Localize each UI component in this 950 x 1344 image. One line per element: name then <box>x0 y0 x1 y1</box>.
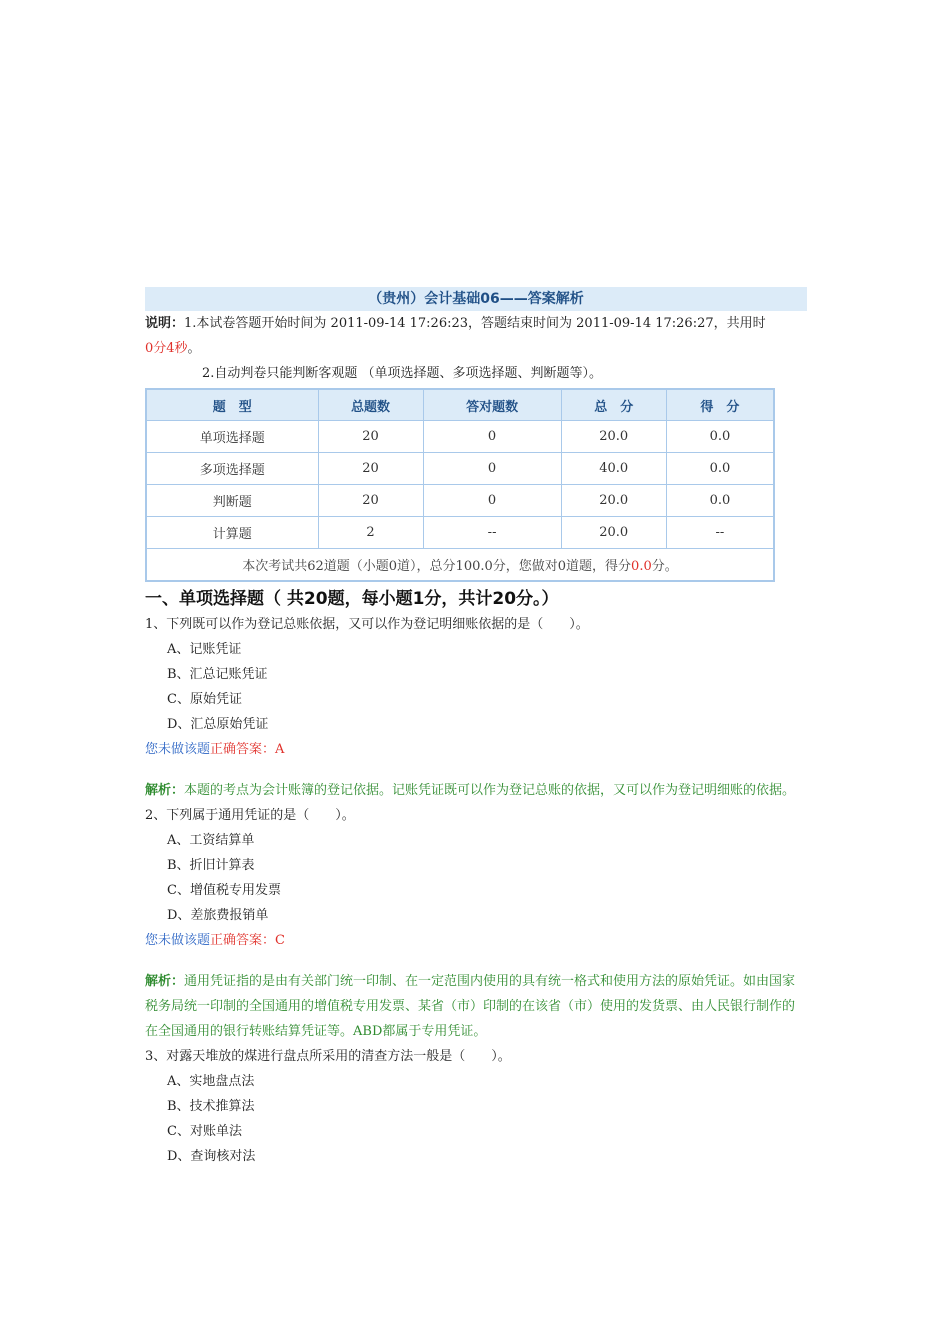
cell: 20.0 <box>561 421 666 453</box>
question-3 <box>145 1044 807 1169</box>
cell: 20 <box>318 421 423 453</box>
cell: 0.0 <box>666 421 774 453</box>
table-row <box>146 421 774 453</box>
answer-status: 您未做该题 <box>145 933 211 948</box>
question-text: 3、对露天堆放的煤进行盘点所采用的清查方法一般是（ ）。 <box>145 1049 511 1064</box>
cell: 20 <box>318 485 423 517</box>
analysis-text: 本题的考点为会计账簿的登记依据。记账凭证既可以作为登记总账的依据，又可以作为登记明细账的依据。 <box>184 783 796 798</box>
section-heading: 一、单项选择题（ 共20题，每小题1分，共计20分。） <box>145 589 559 609</box>
header-type: 题 型 <box>146 389 318 421</box>
cell: 0.0 <box>666 485 774 517</box>
table-row <box>146 517 774 549</box>
table-row <box>146 485 774 517</box>
question-text: 2、下列属于通用凭证的是（ ）。 <box>145 808 355 823</box>
cell: 判断题 <box>146 485 318 517</box>
option: D、汇总原始凭证 <box>167 717 269 732</box>
correct-answer: 正确答案：C <box>210 933 285 948</box>
option: C、增值税专用发票 <box>167 883 281 898</box>
option: D、查询核对法 <box>167 1149 256 1164</box>
header-score: 得 分 <box>666 389 774 421</box>
option: C、对账单法 <box>167 1124 242 1139</box>
header-total-score: 总 分 <box>561 389 666 421</box>
answer-status: 您未做该题 <box>145 742 211 757</box>
analysis-text: 通用凭证指的是由有关部门统一印制、在一定范围内使用的具有统一格式和使用方法的原始凭证。如由国家税务局统一印制的全国通用的增值税专用发票、某省（市）印制的在该省（市）使用的发货票、由人民银行制作的在全国通用的银行转账结算凭证等。ABD都属于专用凭证。 <box>145 974 796 1039</box>
cell: 0 <box>423 453 561 485</box>
cell: 20.0 <box>561 485 666 517</box>
note-text-1: 1.本试卷答题开始时间为 2011-09-14 17:26:23，答题结束时间为 2011-09-14 17:26:27，共用时 <box>184 316 766 331</box>
option: A、记账凭证 <box>167 642 242 657</box>
analysis-label: 解析： <box>145 783 185 798</box>
cell: 0.0 <box>666 453 774 485</box>
cell: 计算题 <box>146 517 318 549</box>
summary-cell <box>146 549 774 582</box>
cell: 20.0 <box>561 517 666 549</box>
option: B、汇总记账凭证 <box>167 667 268 682</box>
cell: -- <box>423 517 561 549</box>
table-row <box>146 453 774 485</box>
option: A、实地盘点法 <box>167 1074 255 1089</box>
question-2 <box>145 803 807 1044</box>
score-table <box>145 388 775 582</box>
analysis <box>145 778 807 803</box>
question-1 <box>145 612 807 803</box>
page-title: （贵州）会计基础06——答案解析 <box>145 287 807 311</box>
summary-suffix: 分。 <box>651 559 678 574</box>
correct-answer: 正确答案：A <box>210 742 285 757</box>
cell: 多项选择题 <box>146 453 318 485</box>
option: B、折旧计算表 <box>167 858 255 873</box>
content <box>145 287 807 1169</box>
note-text-2: 2.自动判卷只能判断客观题 （单项选择题、多项选择题、判断题等）。 <box>202 366 603 381</box>
answer-line <box>145 737 807 762</box>
summary-score: 0.0 <box>631 559 652 574</box>
analysis-label: 解析： <box>145 974 185 989</box>
option: B、技术推算法 <box>167 1099 255 1114</box>
header-total-count: 总题数 <box>318 389 423 421</box>
score-table-header <box>146 389 774 421</box>
question-text: 1、下列既可以作为登记总账依据，又可以作为登记明细账依据的是（ ）。 <box>145 617 589 632</box>
option: A、工资结算单 <box>167 833 255 848</box>
header-correct-count: 答对题数 <box>423 389 561 421</box>
cell: 0 <box>423 421 561 453</box>
summary-row <box>146 549 774 582</box>
option: C、原始凭证 <box>167 692 242 707</box>
cell: -- <box>666 517 774 549</box>
answer-line <box>145 928 807 953</box>
note-line-1 <box>145 311 807 361</box>
cell: 0 <box>423 485 561 517</box>
analysis <box>145 969 807 1044</box>
duration-suffix: 。 <box>187 341 201 356</box>
summary-prefix: 本次考试共62道题（小题0道），总分100.0分，您做对0道题，得分 <box>242 559 632 574</box>
cell: 40.0 <box>561 453 666 485</box>
cell: 2 <box>318 517 423 549</box>
option: D、差旅费报销单 <box>167 908 269 923</box>
cell: 单项选择题 <box>146 421 318 453</box>
note-label: 说明： <box>145 316 185 331</box>
duration-value: 0分4秒 <box>145 341 188 356</box>
cell: 20 <box>318 453 423 485</box>
